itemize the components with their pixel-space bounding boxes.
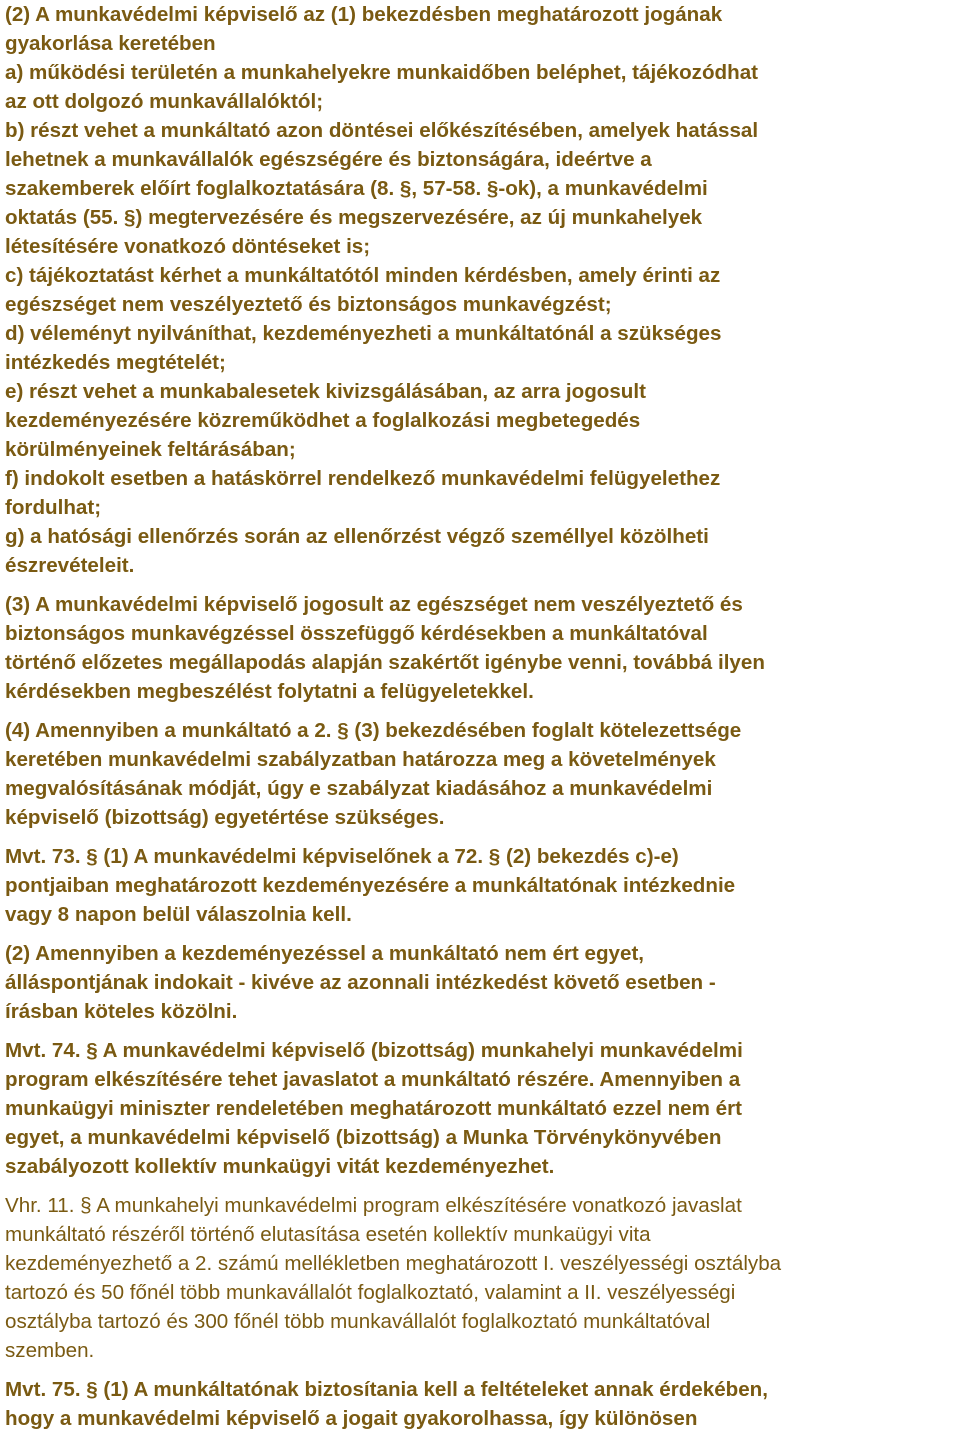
text-line: munkáltató részéről történő elutasítása esetén kollektív munkaügyi vita (5, 1223, 651, 1246)
text-line: kérdésekben megbeszélést folytatni a felügyeletekkel. (5, 680, 534, 703)
paragraph-spacer (5, 929, 955, 939)
text-line: vagy 8 napon belül válaszolnia kell. (5, 903, 352, 926)
paragraph-spacer (5, 580, 955, 590)
text-line: szemben. (5, 1339, 95, 1362)
text-line: munkaügyi miniszter rendeletében meghatározott munkáltató ezzel nem ért (5, 1097, 742, 1120)
text-line: b) részt vehet a munkáltató azon döntései előkészítésében, amelyek hatással (5, 119, 759, 142)
text-line: szabályozott kollektív munkaügyi vitát kezdeményezhet. (5, 1155, 555, 1178)
text-line: (3) A munkavédelmi képviselő jogosult az egészséget nem veszélyeztető és (5, 593, 743, 616)
text-line: d) véleményt nyilváníthat, kezdeményezheti a munkáltatónál a szükséges (5, 322, 722, 345)
text-line: a) működési területén a munkahelyekre munkaidőben beléphet, tájékozódhat (5, 61, 759, 84)
text-line: (2) A munkavédelmi képviselő az (1) bekezdésben meghatározott jogának (5, 3, 723, 26)
text-line: az ott dolgozó munkavállalóktól; (5, 90, 324, 113)
paragraph-mvt-75-1 (5, 1375, 955, 1433)
paragraph-mvt-73-2 (5, 939, 955, 1026)
paragraph-spacer (5, 1181, 955, 1191)
paragraph-mvt-73-1 (5, 842, 955, 929)
text-line: egészséget nem veszélyeztető és biztonságos munkavégzést; (5, 293, 612, 316)
text-line: (2) Amennyiben a kezdeményezéssel a munkáltató nem ért egyet, (5, 942, 645, 965)
text-line: f) indokolt esetben a hatáskörrel rendelkező munkavédelmi felügyelethez (5, 467, 721, 490)
text-line: c) tájékoztatást kérhet a munkáltatótól minden kérdésben, amely érinti az (5, 264, 721, 287)
text-line: hogy a munkavédelmi képviselő a jogait gyakorolhassa, így különösen (5, 1407, 698, 1430)
paragraph-vhr-11 (5, 1191, 955, 1365)
text-line: g) a hatósági ellenőrzés során az ellenőrzést végző személlyel közölheti (5, 525, 709, 548)
text-line: pontjaiban meghatározott kezdeményezésére a munkáltatónak intézkednie (5, 874, 736, 897)
text-line: szakemberek előírt foglalkoztatására (8. §, 57-58. §-ok), a munkavédelmi (5, 177, 708, 200)
text-line: (4) Amennyiben a munkáltató a 2. § (3) bekezdésében foglalt kötelezettsége (5, 719, 742, 742)
text-line: gyakorlása keretében (5, 32, 216, 55)
text-line: írásban köteles közölni. (5, 1000, 238, 1023)
paragraph-4-regulation (5, 716, 955, 832)
paragraph-mvt-74 (5, 1036, 955, 1181)
text-line: egyet, a munkavédelmi képviselő (bizottság) a Munka Törvénykönyvében (5, 1126, 722, 1149)
text-line: körülményeinek feltárásában; (5, 438, 296, 461)
text-line: létesítésére vonatkozó döntéseket is; (5, 235, 371, 258)
text-line: fordulhat; (5, 496, 102, 519)
paragraph-spacer (5, 1026, 955, 1036)
text-line: képviselő (bizottság) egyetértése szükséges. (5, 806, 445, 829)
paragraph-spacer (5, 1365, 955, 1375)
text-line: álláspontjának indokait - kivéve az azonnali intézkedést követő esetben - (5, 971, 716, 994)
paragraph-2-rights (5, 0, 955, 580)
text-line: Mvt. 73. § (1) A munkavédelmi képviselőnek a 72. § (2) bekezdés c)-e) (5, 845, 679, 868)
text-line: keretében munkavédelmi szabályzatban határozza meg a követelmények (5, 748, 716, 771)
document-page (5, 0, 955, 1433)
paragraph-3-expert (5, 590, 955, 706)
text-line: e) részt vehet a munkabalesetek kivizsgálásában, az arra jogosult (5, 380, 646, 403)
text-line: Mvt. 74. § A munkavédelmi képviselő (bizottság) munkahelyi munkavédelmi (5, 1039, 743, 1062)
text-line: program elkészítésére tehet javaslatot a munkáltató részére. Amennyiben a (5, 1068, 741, 1091)
paragraph-spacer (5, 706, 955, 716)
text-line: tartozó és 50 főnél több munkavállalót foglalkoztató, valamint a II. veszélyességi (5, 1281, 736, 1304)
text-line: osztályba tartozó és 300 főnél több munkavállalót foglalkoztató munkáltatóval (5, 1310, 711, 1333)
paragraph-spacer (5, 832, 955, 842)
text-line: Vhr. 11. § A munkahelyi munkavédelmi program elkészítésére vonatkozó javaslat (5, 1194, 742, 1217)
text-line: kezdeményezésére közreműködhet a foglalkozási megbetegedés (5, 409, 641, 432)
text-line: lehetnek a munkavállalók egészségére és biztonságára, ideértve a (5, 148, 652, 171)
text-line: Mvt. 75. § (1) A munkáltatónak biztosítania kell a feltételeket annak érdekében, (5, 1378, 768, 1401)
text-line: biztonságos munkavégzéssel összefüggő kérdésekben a munkáltatóval (5, 622, 708, 645)
text-line: történő előzetes megállapodás alapján szakértőt igénybe venni, továbbá ilyen (5, 651, 765, 674)
text-line: intézkedés megtételét; (5, 351, 226, 374)
text-line: kezdeményezhető a 2. számú mellékletben meghatározott I. veszélyességi osztályba (5, 1252, 782, 1275)
text-line: észrevételeit. (5, 554, 135, 577)
text-line: oktatás (55. §) megtervezésére és megszervezésére, az új munkahelyek (5, 206, 703, 229)
text-line: megvalósításának módját, úgy e szabályzat kiadásához a munkavédelmi (5, 777, 713, 800)
